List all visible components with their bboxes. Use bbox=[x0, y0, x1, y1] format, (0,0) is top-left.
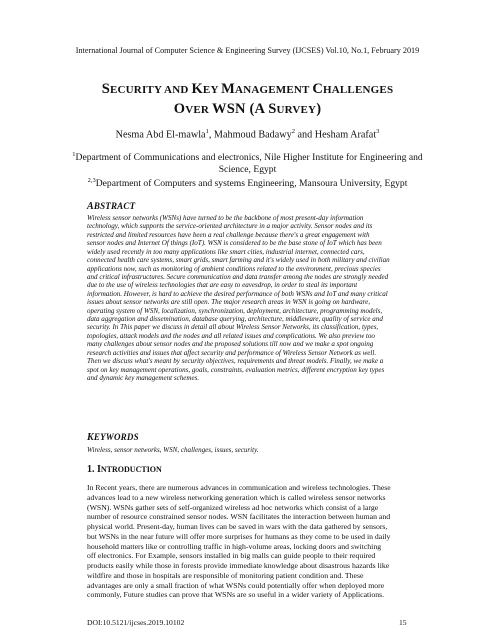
heading-cap: K bbox=[87, 432, 94, 443]
affil-text: Department of Communications and electronics, Nile Higher Institute for Engineering and Science, Egypt bbox=[75, 152, 423, 175]
abstract-line: applications now, such as monitoring of ambient conditions related to the environment, precious species bbox=[87, 264, 381, 273]
heading-rest: NTRODUCTION bbox=[100, 465, 162, 474]
affil-mark: 2,3 bbox=[87, 177, 96, 185]
title-text: O bbox=[173, 101, 186, 117]
title-text: WSN (A S bbox=[212, 101, 277, 117]
intro-line: commonly, Future studies can prove that WSNs are so useful in a wider variety of Applications. bbox=[87, 590, 385, 600]
heading-rest: EYWORDS bbox=[93, 432, 139, 442]
abstract-line: Then we discuss what's meant by security objectives, requirements and threat models. Finally, we make a bbox=[87, 357, 384, 366]
abstract-line: restricted and limited resources have been a real challenge because there's a great engagement with bbox=[87, 230, 370, 239]
introduction-body bbox=[87, 483, 408, 600]
abstract-line: issues about sensor networks are still open. The major research areas in WSN is going on hardware, bbox=[87, 298, 371, 307]
paper-title bbox=[40, 80, 455, 120]
title-text: EY bbox=[202, 84, 222, 96]
author-name: and Hesham Arafat bbox=[294, 129, 377, 141]
abstract-line: information. However, is hard to achieve the desired performance of both WSNs and IoT and many critical bbox=[87, 289, 388, 298]
title-line-2 bbox=[40, 100, 455, 120]
abstract-line: topologies, attack models and the nodes and all related issues and complications. We also preview too bbox=[87, 331, 375, 340]
title-text: M bbox=[221, 81, 236, 97]
abstract-line: due to the use of wireless technologies that are easy to eavesdrop, in order to steal its important bbox=[87, 281, 358, 290]
abstract-line: sensor nodes and Internet Of things (IoT). WSN is considered to be the base stone of IoT which has been bbox=[87, 239, 382, 248]
author-affil-mark: 3 bbox=[376, 128, 380, 135]
title-text: ) bbox=[316, 101, 322, 117]
abstract-line: Wireless sensor networks (WSNs) have turned to be the backbone of most present-day information bbox=[87, 214, 364, 222]
author-name: Nesma Abd El-mawla bbox=[115, 129, 206, 141]
author-affil-mark: 1 bbox=[205, 128, 209, 135]
title-text: S bbox=[101, 81, 110, 97]
title-text: ECURITY AND bbox=[109, 84, 192, 96]
abstract-line: technology, which supports the service-oriented architecture in a major activity. Sensor nodes and its bbox=[87, 222, 373, 231]
title-text: HALLENGES bbox=[323, 84, 394, 96]
affiliation-2 bbox=[60, 175, 435, 190]
intro-line: number of resource constrained sensor nodes. WSN facilitates the interaction between human and bbox=[87, 512, 391, 522]
keywords-body: Wireless, sensor networks, WSN, challenges, issues, security. bbox=[87, 446, 259, 454]
page-number: 15 bbox=[399, 618, 407, 627]
abstract-heading bbox=[87, 201, 135, 212]
title-line-1 bbox=[40, 80, 455, 100]
intro-line: advances lead to a new wireless networking generation which is called wireless sensor networks bbox=[87, 492, 386, 502]
intro-line: but WSNs in the near future will offer more surprises for humans as they come to be used in daily bbox=[87, 531, 391, 541]
author-list bbox=[0, 128, 495, 140]
abstract-line: many challenges about sensor nodes and the proposed solutions till now and we make a spot ongoing bbox=[87, 340, 374, 349]
affiliation-1 bbox=[60, 149, 435, 175]
abstract-line: research activities and issues that affect security and performance of Wireless Sensor Network as well. bbox=[87, 348, 377, 357]
heading-cap: 1. I bbox=[87, 464, 101, 475]
abstract-line: operating system of WSN, localization, synchronization, deployment, architecture, programming models, bbox=[87, 306, 383, 315]
abstract-line: spot on key management operations, goals, constraints, evaluation metrics, different encryption key types bbox=[87, 365, 385, 374]
title-text: URVEY bbox=[276, 104, 317, 116]
keywords-heading bbox=[87, 432, 139, 443]
intro-line: household matters like or controlling traffic in high-volume areas, locking doors and switching bbox=[87, 541, 382, 551]
affiliations bbox=[60, 149, 435, 190]
abstract-line: and dynamic key management schemes. bbox=[87, 374, 200, 383]
title-text: ANAGEMENT bbox=[235, 84, 313, 96]
author-name: , Mahmoud Badawy bbox=[208, 129, 292, 141]
intro-line: products easily while those in forests provide immediate knowledge about disastrous hazards like bbox=[87, 561, 390, 570]
intro-line: (WSN). WSNs gather sets of self-organized wireless ad hoc networks which consist of a large bbox=[87, 502, 379, 512]
intro-line: advantages are only a small fraction of what WSNs could potentially offer when deployed more bbox=[87, 580, 385, 590]
intro-line: physical world. Present-day, human lives can be saved in wars with the data gathered by sensors, bbox=[87, 522, 388, 531]
abstract-line: connected health care systems, smart grids, smart farming and it's widely used in both military and civilian bbox=[87, 256, 390, 265]
title-text: C bbox=[312, 81, 323, 97]
introduction-heading bbox=[87, 464, 162, 475]
abstract-line: data aggregation and dissemination, database querying, architecture, middleware, quality of service and bbox=[87, 315, 383, 324]
journal-header: International Journal of Computer Science & Engineering Survey (IJCSES) Vol.10, No.1, February 2019 bbox=[75, 46, 420, 55]
intro-line: wildfire and those in hospitals are responsible of monitoring patient condition and. These bbox=[87, 570, 364, 580]
abstract-line: and critical infrastructures. Secure communication and data transfer among the nodes are strongly needed bbox=[87, 272, 389, 281]
abstract-line: security. In This paper we discuss in detail all about Wireless Sensor Networks, its classification, types, bbox=[87, 323, 379, 332]
author-affil-mark: 2 bbox=[291, 128, 295, 135]
intro-line: In Recent years, there are numerous advances in communication and wireless technologies. These bbox=[87, 483, 391, 492]
abstract-line: widely used recently in too many applications like smart cities, industrial internet, connected cars, bbox=[87, 247, 365, 256]
title-text: K bbox=[191, 81, 203, 97]
heading-rest: BSTRACT bbox=[93, 201, 136, 211]
affil-mark: 1 bbox=[72, 151, 76, 158]
intro-line: off electronics. For Example, sensors installed in big malls can guide people to their required bbox=[87, 551, 376, 561]
affil-text: Department of Computers and systems Engineering, Mansoura University, Egypt bbox=[95, 178, 408, 190]
abstract-body bbox=[87, 214, 408, 382]
title-text: VER bbox=[185, 104, 213, 116]
heading-cap: A bbox=[87, 201, 94, 212]
doi-footer: DOI:10.5121/ijcses.2019.10102 bbox=[87, 618, 185, 627]
